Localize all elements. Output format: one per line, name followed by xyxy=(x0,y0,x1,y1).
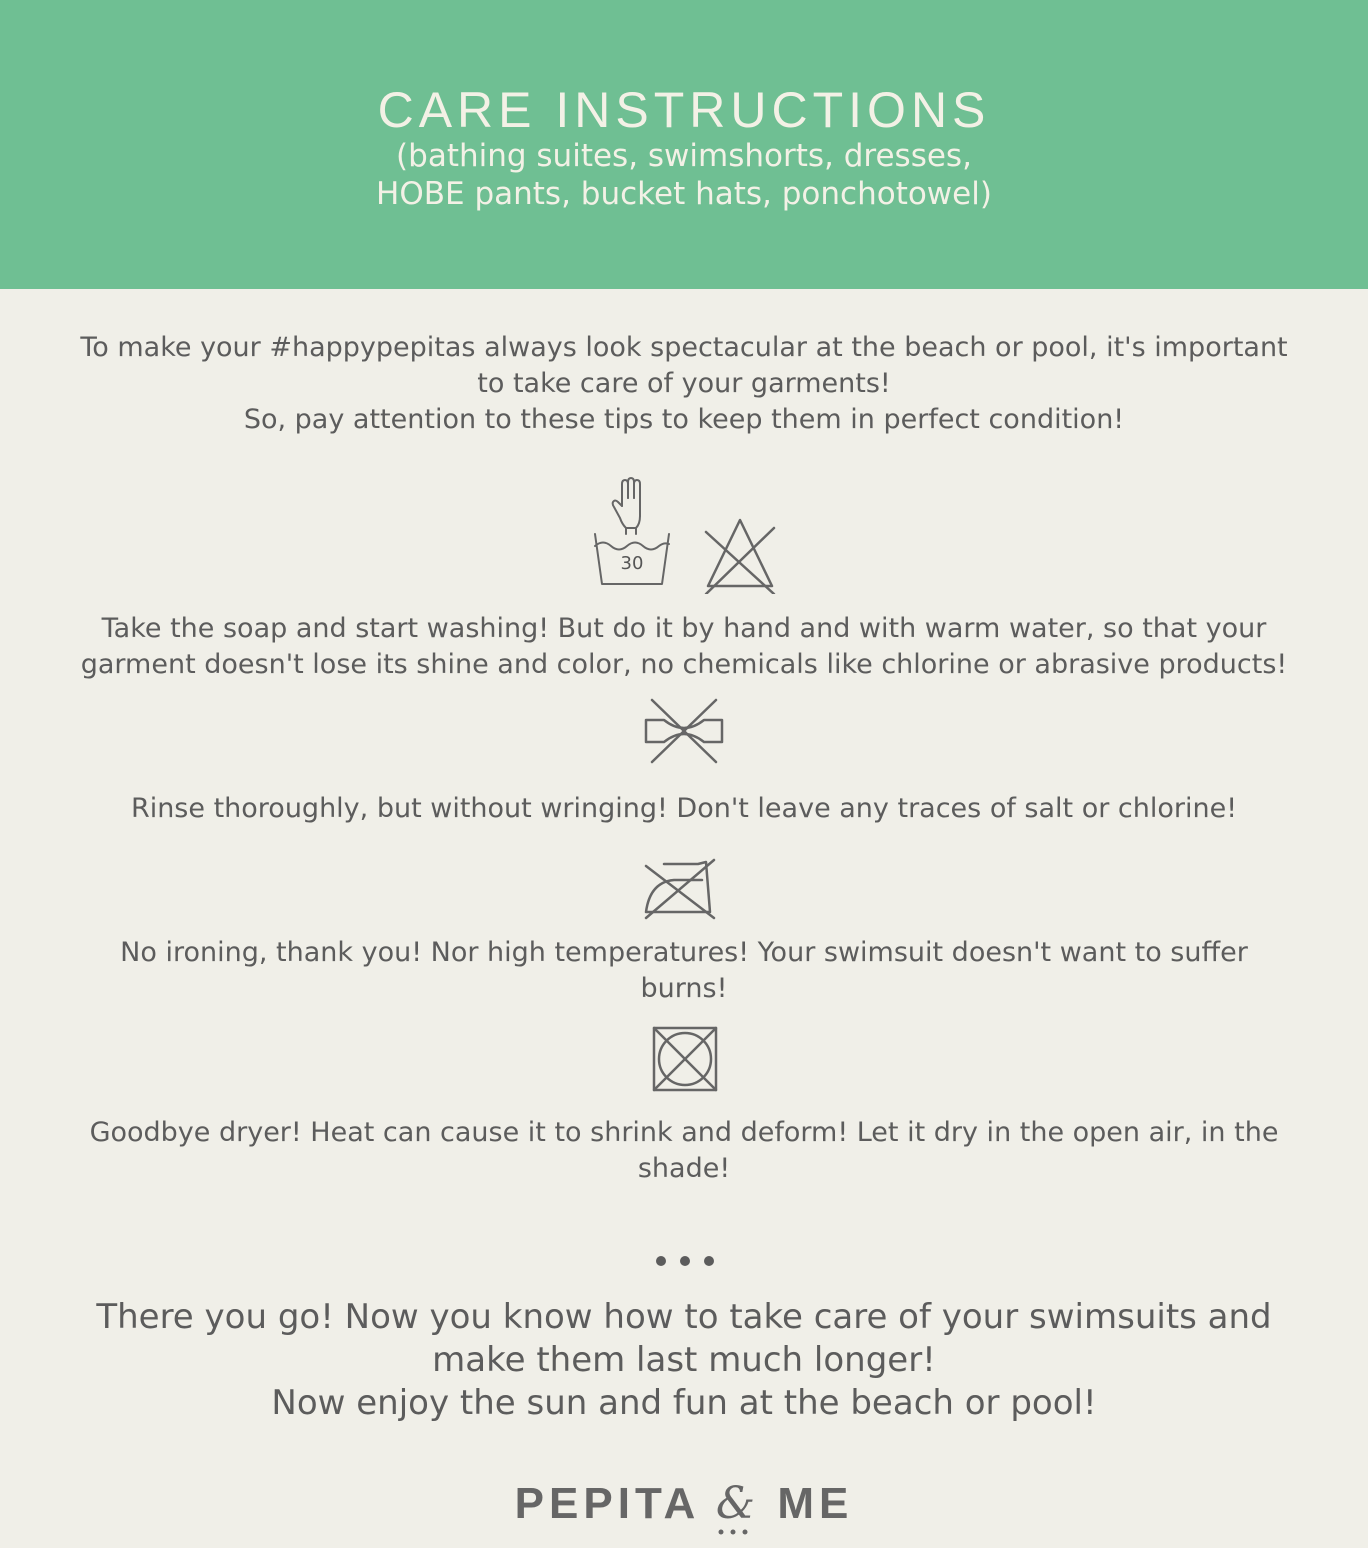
dryer-text-line-2: shade! xyxy=(637,1153,731,1184)
intro-line-1: To make your #happypepitas always look spectacular at the beach or pool, it's important xyxy=(80,332,1288,363)
wash-text-line-1: Take the soap and start washing! But do it by hand and with warm water, so that your xyxy=(101,613,1267,644)
wash-text-line-2: garment doesn't lose its shine and color, no chemicals like chlorine or abrasive products! xyxy=(80,649,1288,680)
closing-line-2: make them last much longer! xyxy=(432,1340,936,1380)
closing-line-3: Now enjoy the sun and fun at the beach or pool! xyxy=(271,1383,1097,1423)
no-tumble-dry-icon xyxy=(650,1024,720,1094)
intro-line-3: So, pay attention to these tips to keep them in perfect condition! xyxy=(243,404,1125,435)
hand-wash-temperature: 30 xyxy=(620,553,644,574)
logo-text-part1: PEPITA xyxy=(514,1479,716,1528)
separator-dots xyxy=(654,1254,716,1268)
page-title: CARE INSTRUCTIONS xyxy=(377,82,991,138)
iron-text-line-1: No ironing, thank you! Nor high temperatures! Your swimsuit doesn't want to suffer xyxy=(120,937,1248,968)
header-subtitle-line2: HOBE pants, bucket hats, ponchotowel) xyxy=(376,176,992,212)
logo-ampersand: & xyxy=(715,1478,761,1529)
header-subtitle-line1: (bathing suites, swimshorts, dresses, xyxy=(396,138,972,174)
no-wring-icon xyxy=(642,696,726,766)
hand-wash-30-icon xyxy=(590,476,672,592)
wring-text-line-1: Rinse thoroughly, but without wringing! Don't leave any traces of salt or chlorine! xyxy=(130,793,1238,824)
header-banner xyxy=(0,0,1368,289)
no-bleach-icon xyxy=(702,514,778,594)
logo-text-part2: ME xyxy=(760,1479,854,1528)
logo-dots xyxy=(716,1528,750,1536)
closing-line-1: There you go! Now you know how to take care of your swimsuits and xyxy=(96,1297,1272,1337)
intro-line-2: to take care of your garments! xyxy=(477,368,891,399)
iron-text-line-2: burns! xyxy=(640,973,728,1004)
dryer-text-line-1: Goodbye dryer! Heat can cause it to shrink and deform! Let it dry in the open air, in the xyxy=(89,1117,1279,1148)
no-iron-icon xyxy=(640,852,720,922)
brand-logo xyxy=(0,1478,1368,1530)
